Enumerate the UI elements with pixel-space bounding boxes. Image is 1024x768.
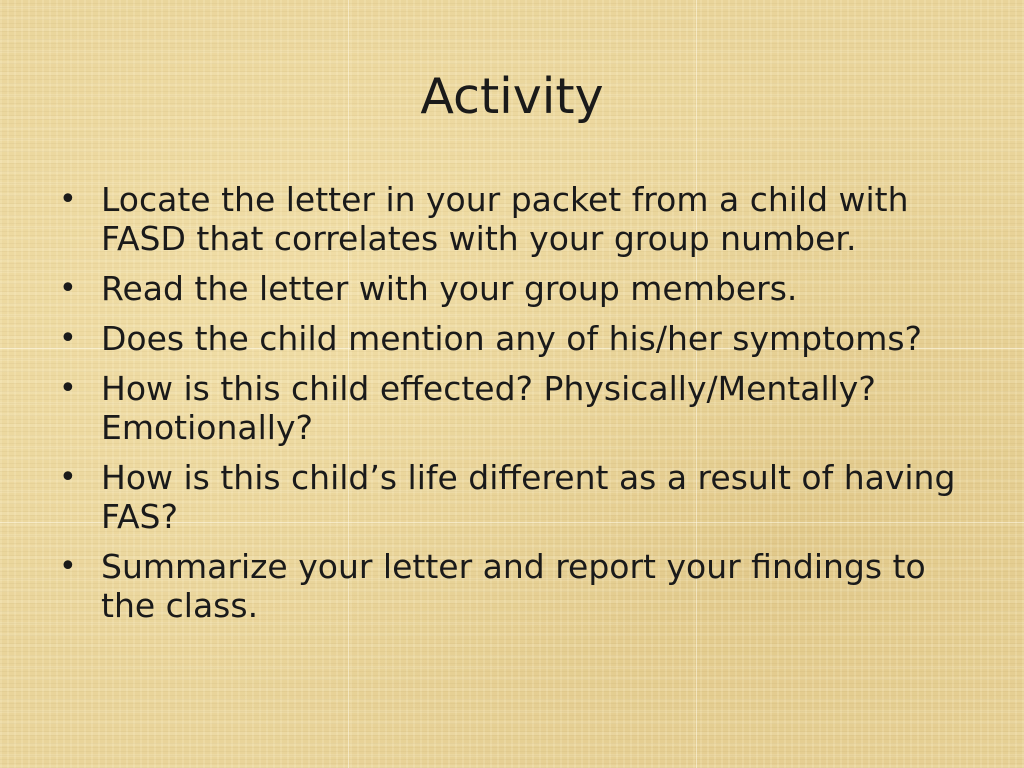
list-item	[56, 180, 976, 258]
list-item	[56, 319, 976, 358]
bullet-icon: •	[59, 182, 77, 217]
bullet-icon: •	[59, 549, 77, 584]
bullet-icon: •	[59, 371, 77, 406]
bullet-text: Does the child mention any of his/her symptoms?	[101, 319, 923, 358]
list-item	[56, 369, 976, 447]
bullet-icon: •	[59, 460, 77, 495]
list-item	[56, 547, 976, 625]
bullet-text: How is this child’s life different as a result of having FAS?	[101, 458, 956, 536]
bullet-list	[56, 180, 976, 636]
bullet-text: Read the letter with your group members.	[101, 269, 798, 308]
list-item	[56, 458, 976, 536]
bullet-text: How is this child effected? Physically/Mentally? Emotionally?	[101, 369, 876, 447]
bullet-icon: •	[59, 271, 77, 306]
bullet-text: Summarize your letter and report your findings to the class.	[101, 547, 926, 625]
bullet-icon: •	[59, 321, 77, 356]
bullet-text: Locate the letter in your packet from a child with FASD that correlates with your group number.	[101, 180, 909, 258]
slide-title: Activity	[420, 68, 604, 125]
list-item	[56, 269, 976, 308]
